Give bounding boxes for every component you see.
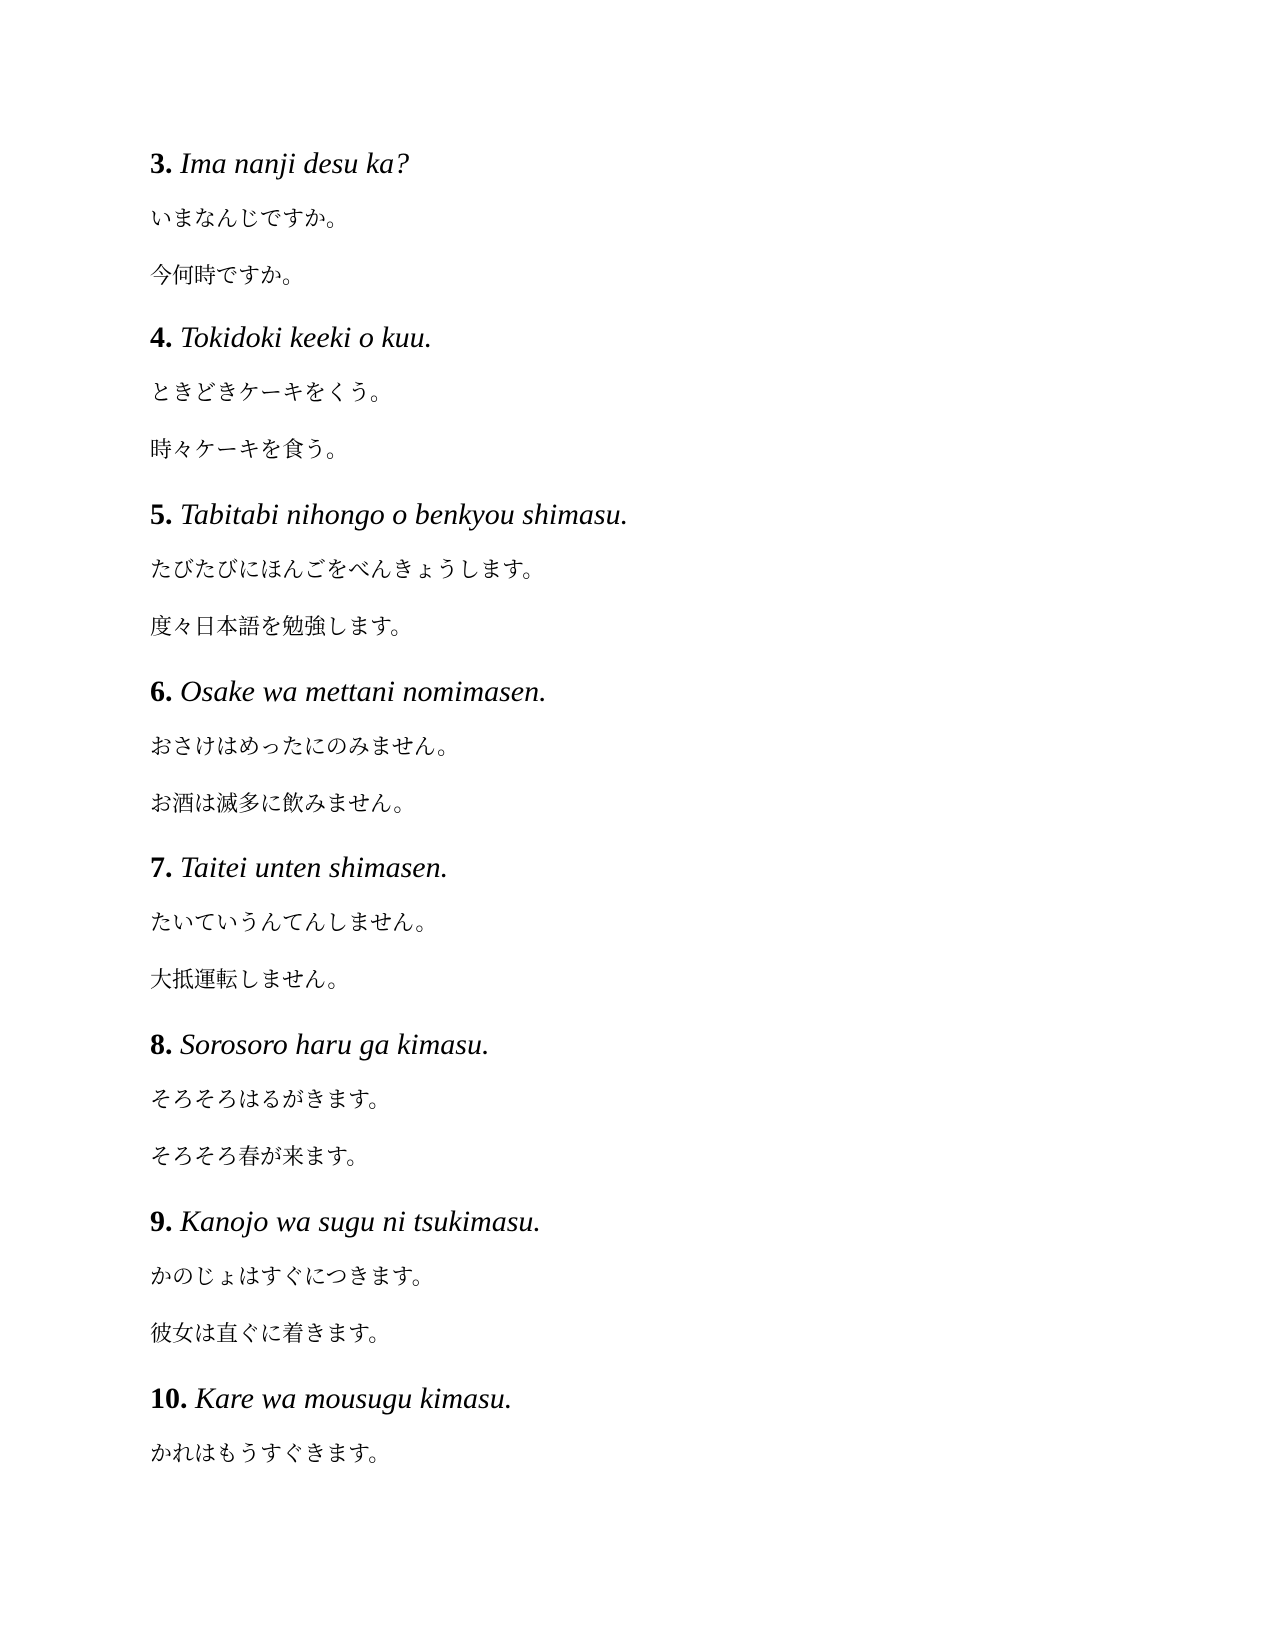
- romaji-line: [150, 850, 448, 886]
- romaji-line: [150, 320, 432, 356]
- kana-line: かれはもうすぐきます。: [150, 1442, 391, 1467]
- kanji-line: 時々ケーキを食う。: [150, 438, 349, 463]
- kanji-line: 度々日本語を勉強します。: [150, 615, 413, 640]
- kanji-line: 今何時ですか。: [150, 264, 305, 289]
- romaji-text: Taitei unten shimasen.: [180, 851, 449, 884]
- kana-line: おさけはめったにのみません。: [150, 735, 460, 760]
- entry-number: 8.: [150, 1028, 173, 1061]
- romaji-text: Kare wa mousugu kimasu.: [195, 1382, 513, 1415]
- romaji-text: Tabitabi nihongo o benkyou shimasu.: [180, 498, 629, 531]
- romaji-text: Osake wa mettani nomimasen.: [180, 675, 547, 708]
- entry-number: 5.: [150, 498, 173, 531]
- kanji-line: 彼女は直ぐに着きます。: [150, 1322, 391, 1347]
- romaji-text: Kanojo wa sugu ni tsukimasu.: [180, 1205, 541, 1238]
- romaji-text: Ima nanji desu ka?: [180, 147, 410, 180]
- kanji-line: そろそろ春が来ます。: [150, 1145, 369, 1170]
- entry-number: 6.: [150, 675, 173, 708]
- romaji-line: [150, 497, 628, 533]
- kanji-line: 大抵運転しません。: [150, 968, 350, 993]
- kana-line: かのじょはすぐにつきます。: [150, 1265, 434, 1290]
- romaji-text: Sorosoro haru ga kimasu.: [180, 1028, 490, 1061]
- kana-line: いまなんじですか。: [150, 207, 349, 232]
- romaji-line: [150, 1381, 512, 1417]
- entry-number: 10.: [150, 1382, 188, 1415]
- kanji-line: お酒は滅多に飲みません。: [150, 792, 416, 817]
- kana-line: ときどきケーキをくう。: [150, 381, 393, 406]
- romaji-line: [150, 674, 547, 710]
- entry-number: 7.: [150, 851, 173, 884]
- entry-number: 4.: [150, 321, 173, 354]
- entry-number: 3.: [150, 147, 173, 180]
- entry-number: 9.: [150, 1205, 173, 1238]
- kana-line: たびたびにほんごをべんきょうします。: [150, 558, 545, 583]
- romaji-text: Tokidoki keeki o kuu.: [180, 321, 433, 354]
- romaji-line: [150, 1204, 541, 1240]
- kana-line: そろそろはるがきます。: [150, 1088, 391, 1113]
- romaji-line: [150, 146, 409, 182]
- kana-line: たいていうんてんしません。: [150, 911, 438, 936]
- romaji-line: [150, 1027, 489, 1063]
